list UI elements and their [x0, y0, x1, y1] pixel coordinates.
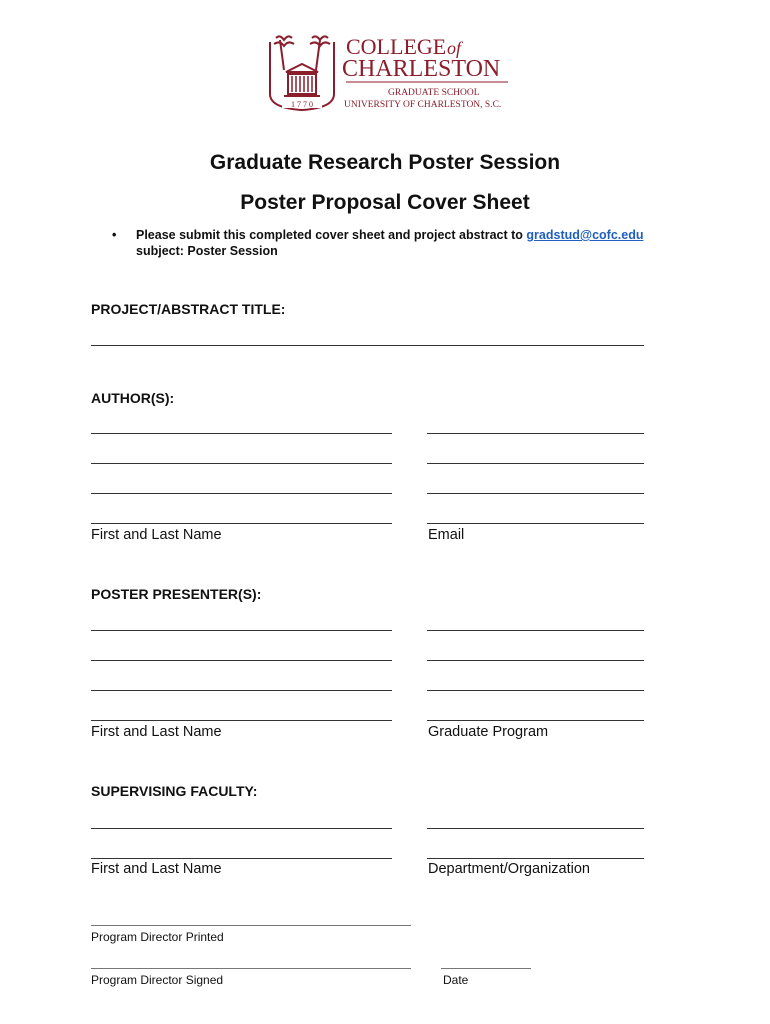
college-logo	[262, 32, 512, 114]
author-name-field[interactable]	[91, 433, 392, 434]
logo-name-line2: CHARLESTON	[342, 56, 501, 82]
faculty-department-field[interactable]	[427, 828, 644, 829]
faculty-department-caption: Department/Organization	[428, 861, 590, 877]
director-printed-field[interactable]	[91, 925, 411, 926]
instructions-subject: subject: Poster Session	[136, 244, 278, 258]
presenter-program-field[interactable]	[427, 690, 644, 691]
bullet-icon: •	[112, 228, 117, 242]
faculty-name-field[interactable]	[91, 858, 392, 859]
date-field[interactable]	[441, 968, 531, 969]
faculty-department-field[interactable]	[427, 858, 644, 859]
presenter-name-field[interactable]	[91, 690, 392, 691]
email-link[interactable]: gradstud@cofc.edu	[526, 228, 644, 242]
author-name-field[interactable]	[91, 523, 392, 524]
authors-email-caption: Email	[428, 527, 465, 543]
author-email-field[interactable]	[427, 433, 644, 434]
section-authors: AUTHOR(S):	[91, 390, 175, 406]
logo-university: UNIVERSITY OF CHARLESTON, S.C.	[344, 100, 502, 110]
presenters-name-caption: First and Last Name	[91, 724, 222, 740]
author-email-field[interactable]	[427, 523, 644, 524]
author-email-field[interactable]	[427, 493, 644, 494]
date-label: Date	[443, 973, 469, 987]
presenter-program-field[interactable]	[427, 630, 644, 631]
project-title-field[interactable]	[91, 345, 644, 346]
section-project-title: PROJECT/ABSTRACT TITLE:	[91, 301, 286, 317]
author-name-field[interactable]	[91, 493, 392, 494]
logo-year: 1 7 7 0	[291, 100, 313, 109]
presenter-program-field[interactable]	[427, 660, 644, 661]
faculty-name-caption: First and Last Name	[91, 861, 222, 877]
faculty-name-field[interactable]	[91, 828, 392, 829]
logo-school: GRADUATE SCHOOL	[388, 88, 480, 98]
instructions-text: Please submit this completed cover sheet and project abstract to	[136, 228, 527, 242]
presenter-name-field[interactable]	[91, 720, 392, 721]
section-presenters: POSTER PRESENTER(S):	[91, 586, 262, 602]
director-signed-label: Program Director Signed	[91, 973, 224, 987]
author-name-field[interactable]	[91, 463, 392, 464]
presenters-program-caption: Graduate Program	[428, 724, 549, 740]
logo-name-line1: COLLEGE	[346, 34, 447, 59]
page-title: Graduate Research Poster Session	[209, 151, 561, 174]
author-email-field[interactable]	[427, 463, 644, 464]
presenter-program-field[interactable]	[427, 720, 644, 721]
logo-name-of: of	[447, 38, 462, 58]
section-faculty: SUPERVISING FACULTY:	[91, 783, 258, 799]
director-printed-label: Program Director Printed	[91, 930, 224, 944]
director-signed-field[interactable]	[91, 968, 411, 969]
presenter-name-field[interactable]	[91, 630, 392, 631]
presenter-name-field[interactable]	[91, 660, 392, 661]
page-subtitle: Poster Proposal Cover Sheet	[240, 191, 530, 214]
authors-name-caption: First and Last Name	[91, 527, 222, 543]
